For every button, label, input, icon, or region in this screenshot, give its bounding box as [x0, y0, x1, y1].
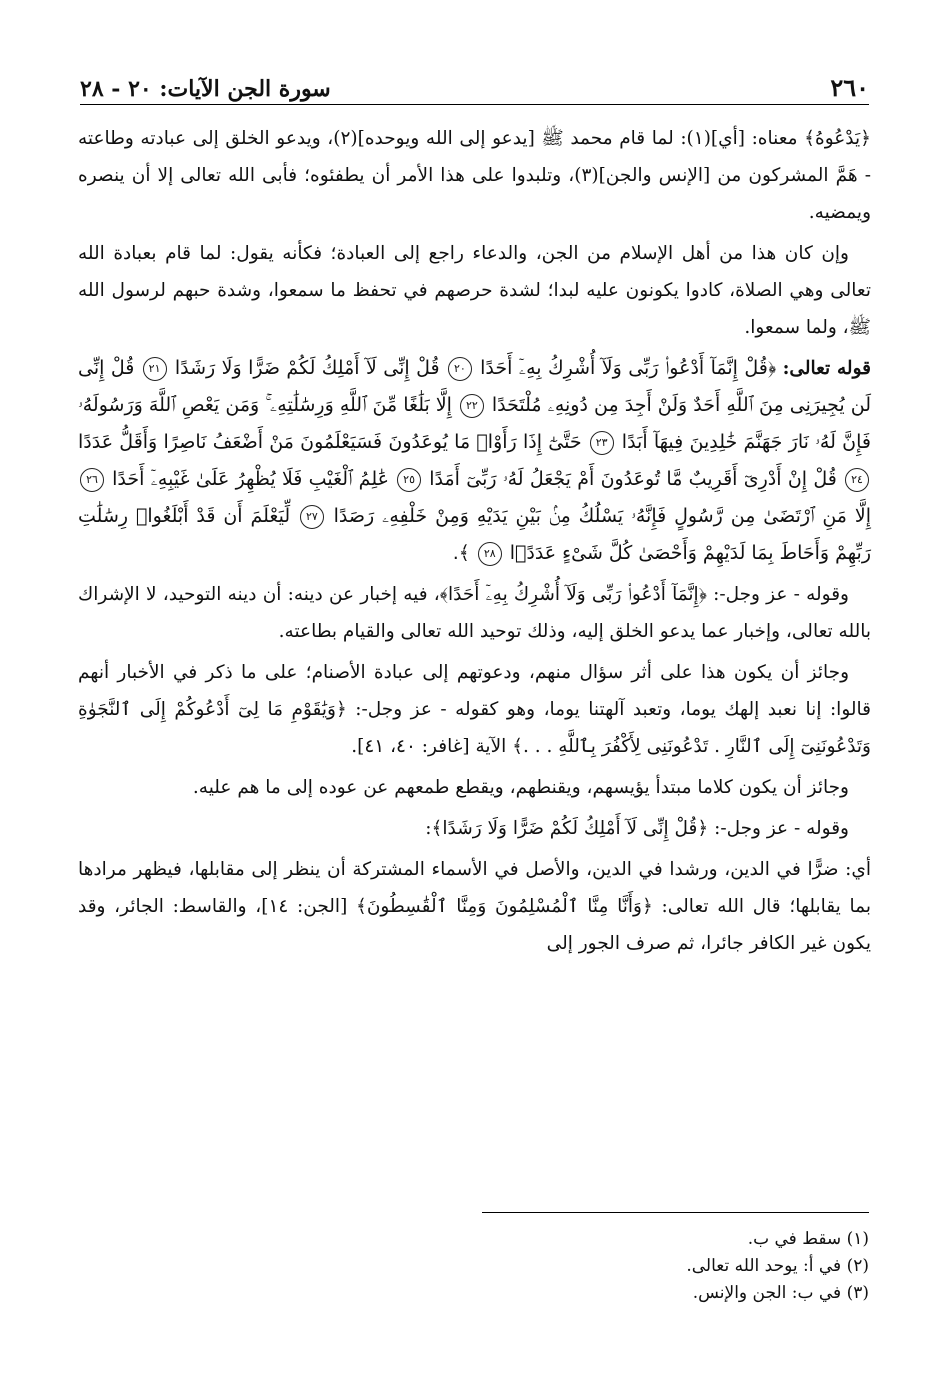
- header-divider: [80, 104, 869, 105]
- paragraph: وإن كان هذا من أهل الإسلام من الجن، والدعاء راجع إلى العبادة؛ فكأنه يقول: لما قام بعبادة الله تعالى وهي الصلاة، كادوا يكونون عليه لبدا؛ لشدة حرصهم في تحفظ ما سمعوا، وشدة حبهم لرسول الله ﷺ، ولما سمعوا.: [78, 243, 871, 338]
- paragraph: وجائز أن يكون كلاما مبتدأ يؤيسهم، ويقنطهم، ويقطع طمعهم عن عوده إلى ما هم عليه.: [192, 777, 849, 798]
- footnotes: [80, 1226, 869, 1307]
- paragraph: وجائز أن يكون هذا على أثر سؤال منهم، ودعوتهم إلى عبادة الأصنام؛ على ما ذكر في الأخبار أنهم قالوا: إنا نعبد إلهك يوما، وتعبد آلهتنا يوما، وهو كقوله - عز وجل-: ﴿وَيَٰقَوْمِ مَا لِىٓ أَدْعُوكُمْ إِلَى ٱلنَّجَوٰةِ وَتَدْعُونَنِىٓ إِلَى ٱلنَّارِ . تَدْعُونَنِى لِأَكْفُرَ بِٱللَّهِ . . .﴾ الآية [غافر: ٤٠، ٤١].: [78, 662, 871, 757]
- verse-text: ﴿قُلْ إِنَّمَآ أَدْعُوا۟ رَبِّى وَلَآ أُشْرِكُ بِهِۦٓ أَحَدًا: [480, 357, 777, 379]
- footnote: (٢) في أ: يوحد الله تعالى.: [686, 1256, 869, 1276]
- ayah-number-marker: ٢٥: [397, 468, 421, 492]
- page-number: ٢٦٠: [830, 73, 869, 102]
- verse-text: حَتَّىٰٓ إِذَا رَأَوْا۟ مَا يُوعَدُونَ فَسَيَعْلَمُونَ مَنْ أَضْعَفُ نَاصِرًا وَأَقَلُّ عَدَدًا: [78, 431, 582, 453]
- ayah-number-marker: ٢٨: [478, 542, 502, 566]
- paragraph: أي: ضرًّا في الدين، ورشدا في الدين، والأصل في الأسماء المشتركة أن ينظر إلى مقابلها، فيظهر مرادها بما يقابلها؛ قال الله تعالى: ﴿وَأَنَّا مِنَّا ٱلْمُسْلِمُونَ وَمِنَّا ٱلْقَٰسِطُونَ﴾ [الجن: ١٤]، والقاسط: الجائر، وقد يكون غير الكافر جائرا، ثم صرف الجور إلى: [78, 859, 871, 954]
- verses-closing: ﴾.: [452, 542, 470, 564]
- verse-text: إِلَّا مَنِ ٱرْتَضَىٰ مِن رَّسُولٍ فَإِنَّهُۥ يَسْلُكُ مِنۢ بَيْنِ يَدَيْهِ وَمِنْ خَلْفِهِۦ رَصَدًا: [333, 505, 872, 527]
- ayah-number-marker: ٢١: [143, 357, 167, 381]
- footnote: (٣) في ب: الجن والإنس.: [692, 1283, 869, 1303]
- verse-text: عَٰلِمُ ٱلْغَيْبِ فَلَا يُظْهِرُ عَلَىٰ غَيْبِهِۦٓ أَحَدًا: [112, 468, 389, 490]
- footnote-divider: [482, 1212, 869, 1213]
- ayah-number-marker: ٢٧: [300, 505, 324, 529]
- page-header: [80, 62, 869, 102]
- ayah-number-marker: ٢٢: [460, 394, 484, 418]
- verse-text: إِلَّا بَلَٰغًا مِّنَ ٱللَّهِ وَرِسَٰلَٰتِهِۦ ۚ وَمَن يَعْصِ ٱللَّهَ وَرَسُولَهُۥ فَإِنَّ لَهُۥ نَارَ جَهَنَّمَ خَٰلِدِينَ فِيهَآ أَبَدًا: [78, 394, 871, 453]
- paragraph: وقوله - عز وجل-: ﴿إِنَّمَآ أَدْعُوا۟ رَبِّى وَلَآ أُشْرِكُ بِهِۦٓ أَحَدًا﴾، فيه إخبار عن دينه: أن دينه التوحيد، لا الإشراك بالله تعالى، وإخبار عما يدعو الخلق إليه، وذلك توحيد الله تعالى والقيام بطاعته.: [78, 584, 871, 642]
- main-text: [78, 120, 871, 966]
- ayah-number-marker: ٢٣: [590, 431, 614, 455]
- verses-label: قوله تعالى:: [782, 358, 871, 379]
- ayah-number-marker: ٢٠: [448, 357, 472, 381]
- ayah-number-marker: ٢٦: [80, 468, 104, 492]
- ayah-number-marker: ٢٤: [845, 468, 869, 492]
- paragraph: ﴿يَدْعُوهُ﴾ معناه: [أي](١): لما قام محمد ﷺ [يدعو إلى الله ويوحده](٢)، ويدعو الخلق إلى عبادته وطاعته - هَمَّ المشركون من [الإنس والجن](٣)، وتلبدوا على هذا الأمر أن يطفئوه؛ فأبى الله تعالى إلا أن ينصره ويمضيه.: [78, 128, 871, 223]
- verse-text: قُلْ إِنْ أَدْرِىٓ أَقَرِيبٌ مَّا تُوعَدُونَ أَمْ يَجْعَلُ لَهُۥ رَبِّىٓ أَمَدًا: [429, 468, 837, 490]
- paragraph: وقوله - عز وجل-: ﴿قُلْ إِنِّى لَآ أَمْلِكُ لَكُمْ ضَرًّا وَلَا رَشَدًا﴾:: [425, 818, 849, 839]
- verse-text: لِّيَعْلَمَ أَن قَدْ أَبْلَغُوا۟ رِسَٰلَٰتِ رَبِّهِمْ وَأَحَاطَ بِمَا لَدَيْهِمْ وَأَحْصَىٰ كُلَّ شَىْءٍ عَدَدًۢا: [78, 505, 871, 564]
- footnote: (١) سقط في ب.: [747, 1229, 869, 1249]
- surah-title: سورة الجن الآيات: ٢٠ - ٢٨: [80, 76, 331, 102]
- verse-text: قُلْ إِنِّى لَآ أَمْلِكُ لَكُمْ ضَرًّا وَلَا رَشَدًا: [174, 357, 440, 379]
- verse-text: قُلْ إِنِّى لَن يُجِيرَنِى مِنَ ٱللَّهِ أَحَدٌ وَلَنْ أَجِدَ مِن دُونِهِۦ مُلْتَحَدًا: [78, 357, 871, 416]
- verses-block: [78, 350, 871, 572]
